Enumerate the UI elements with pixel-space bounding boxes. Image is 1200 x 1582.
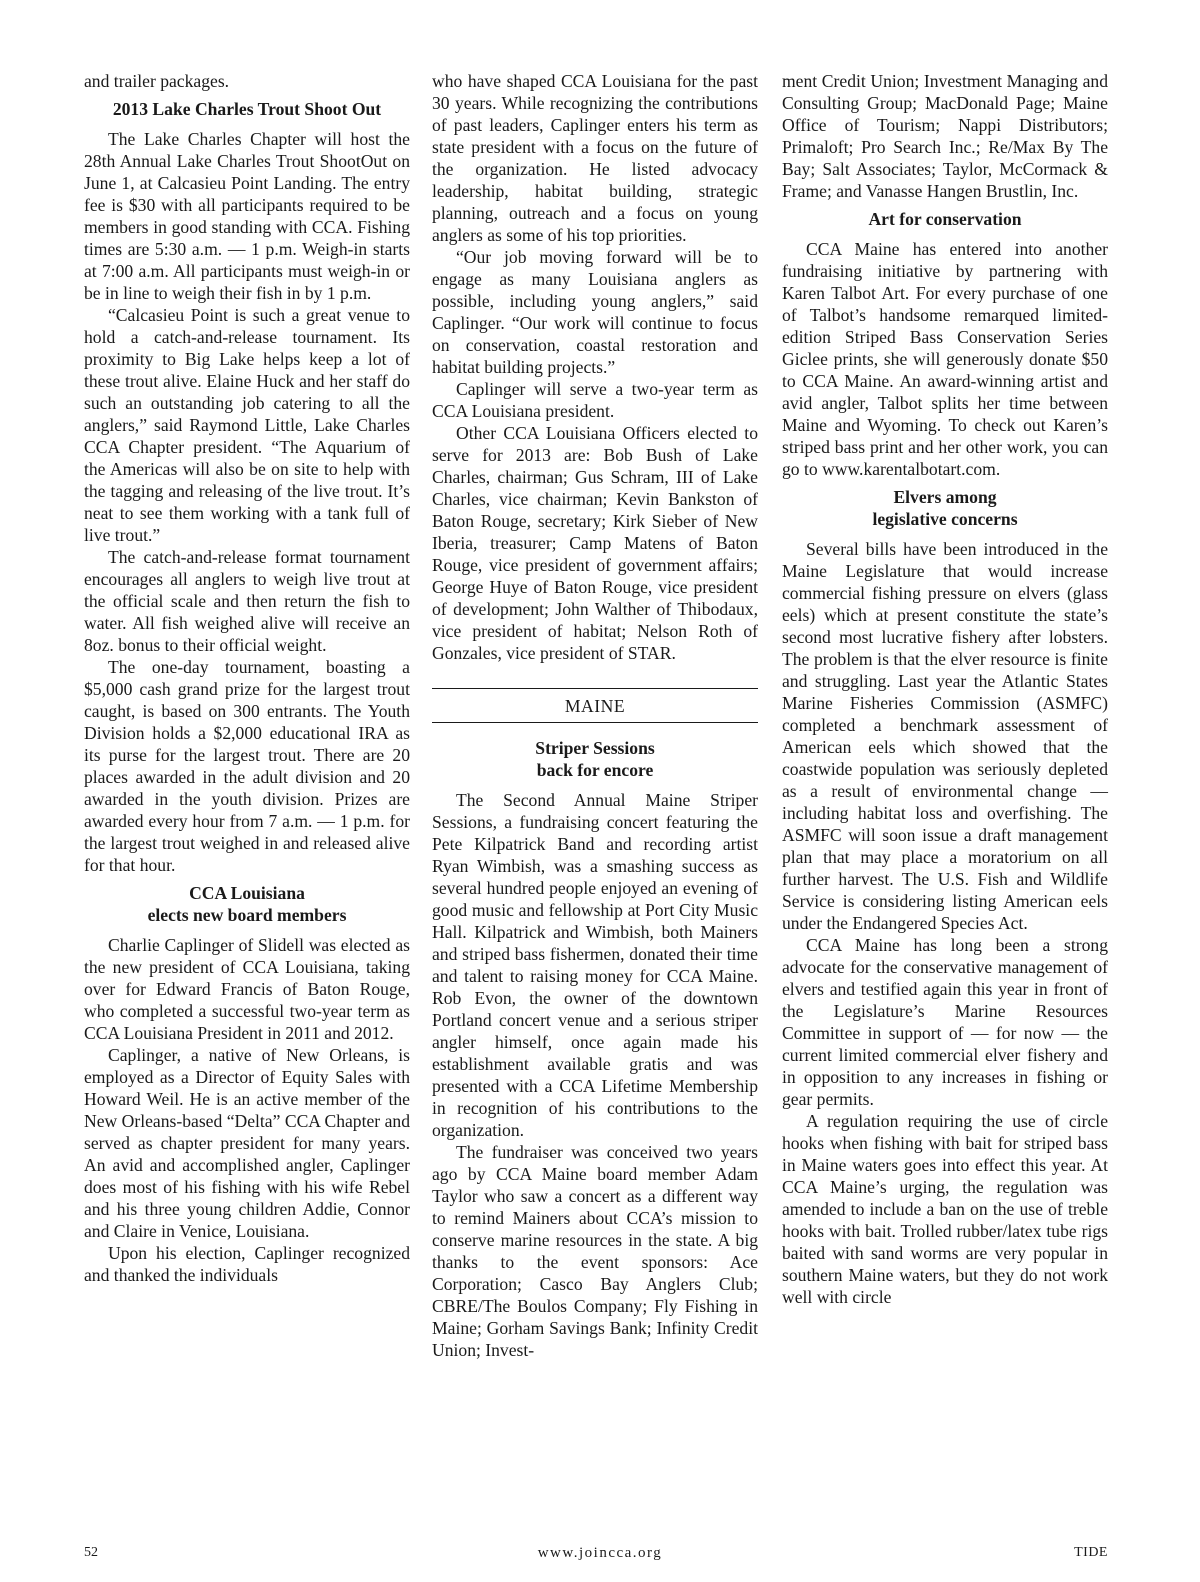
lead-fragment: and trailer packages. bbox=[84, 71, 230, 91]
striper-heading-line1: Striper Sessions bbox=[535, 738, 655, 758]
striper-paragraph: The fundraiser was conceived two years ago by CCA Maine board member Adam Taylor who saw a concert as a different way to remind Mainers about CCA’s mission to conserve marine resources in the state. A big thanks to the event sponsors: Ace Corporation; Casco Bay Anglers Club; CBRE/The Boulos Company; Fly Fishing in Maine; Gorham Savings Bank; Infinity Credit Union; Invest- bbox=[432, 1142, 758, 1360]
board-heading bbox=[84, 882, 410, 926]
page-number: 52 bbox=[84, 1545, 98, 1560]
striper-paragraph: The Second Annual Maine Striper Sessions, a fundraising concert featuring the Pete Kilpatrick Band and recording artist Ryan Wimbish, was a smashing success as several hundred people enjoyed an evening of good music and fellowship at Port City Music Hall. Kilpatrick and Wimbish, both Mainers and striped bass fishermen, donated their time and talent to raising money for CCA Maine. Rob Evon, the owner of the downtown Portland concert venue and a serious striper angler himself, once again made his establishment available gratis and was presented with a CCA Lifetime Membership in recognition of his contributions to the organization. bbox=[432, 790, 758, 1140]
board-paragraph-continued: who have shaped CCA Louisiana for the past 30 years. While recognizing the contributions of past leaders, Caplinger enters his term as state president with a focus on the future of the organization. He listed advocacy leadership, habitat building, strategic planning, outreach and a focus on young anglers as some of his top priorities. bbox=[432, 71, 758, 245]
art-paragraph: CCA Maine has entered into another fundraising initiative by partnering with Karen Talbot Art. For every purchase of one of Talbot’s handsome remarqued limited-edition Striped Bass Conservation Series Giclee prints, she will generously donate $50 to CCA Maine. An award-winning artist and avid angler, Talbot splits her time between Maine and Wyoming. To check out Karen’s striped bass print and her other work, you can go to www.karentalbotart.com. bbox=[782, 239, 1108, 479]
trout-paragraph: The catch-and-release format tournament encourages all anglers to weigh live trout at the official scale and then return the fish to water. All fish weighed alive will receive an 8oz. bonus to their official weight. bbox=[84, 547, 410, 655]
art-heading: Art for conservation bbox=[868, 209, 1022, 229]
elvers-heading bbox=[782, 486, 1108, 530]
trout-paragraph: The one-day tournament, boasting a $5,000 cash grand prize for the largest trout caught, is based on 300 entrants. The Youth Division holds a $2,000 educational IRA as its purse for the largest trout. There are 20 places awarded in the adult division and 20 awarded in the youth division. Prizes are awarded every hour from 7 a.m. — 1 p.m. for the largest trout weighed in and released alive for that hour. bbox=[84, 657, 410, 875]
column-3 bbox=[782, 70, 1108, 1308]
sponsor-continuation: ment Credit Union; Investment Managing and Consulting Group; MacDonald Page; Maine Office of Tourism; Nappi Distributors; Primaloft; Pro Search Inc.; Re/Max By The Bay; Salt Associates; Taylor, McCormack & Frame; and Vanasse Hangen Brustlin, Inc. bbox=[782, 71, 1108, 201]
column-1 bbox=[84, 70, 410, 1286]
elvers-paragraph: A regulation requiring the use of circle hooks when fishing with bait for striped bass in Maine waters goes into effect this year. At CCA Maine’s urging, the regulation was amended to include a ban on the use of treble hooks with bait. Trolled rubber/latex tube rigs baited with sand worms are very popular in southern Maine waters, but they do not work well with circle bbox=[782, 1111, 1108, 1307]
striper-heading-line2: back for encore bbox=[536, 760, 654, 780]
board-paragraph: Caplinger will serve a two-year term as CCA Louisiana president. bbox=[432, 379, 758, 421]
board-paragraph: Caplinger, a native of New Orleans, is employed as a Director of Equity Sales with Howard Weil. He is an active member of the New Orleans-based “Delta” CCA Chapter and served as chapter president for many years. An avid and accomplished angler, Caplinger does most of his fishing with his wife Rebel and his three young children Addie, Connor and Claire in Venice, Louisiana. bbox=[84, 1045, 410, 1241]
board-paragraph: Upon his election, Caplinger recognized and thanked the individuals bbox=[84, 1243, 410, 1285]
board-heading-line2: elects new board members bbox=[147, 905, 347, 925]
trout-paragraph: The Lake Charles Chapter will host the 28th Annual Lake Charles Trout ShootOut on June 1, at Calcasieu Point Landing. The entry fee is $30 with all participants required to be members in good standing with CCA. Fishing times are 5:30 a.m. — 1 p.m. Weigh-in starts at 7:00 a.m. All participants must weigh-in or be in line to weigh their fish in by 1 p.m. bbox=[84, 129, 410, 303]
magazine-name: TIDE bbox=[1074, 1545, 1108, 1560]
elvers-heading-line2: legislative concerns bbox=[872, 509, 1018, 529]
board-heading-line1: CCA Louisiana bbox=[189, 883, 305, 903]
board-paragraph: “Our job moving forward will be to engage as many Louisiana anglers as possible, including young anglers,” said Caplinger. “Our work will continue to focus on conservation, coastal restoration and habitat building projects.” bbox=[432, 247, 758, 377]
website-url: www.joincca.org bbox=[537, 1545, 663, 1561]
maine-section-banner: MAINE bbox=[432, 688, 758, 723]
striper-sessions-heading bbox=[432, 737, 758, 781]
board-paragraph: Other CCA Louisiana Officers elected to serve for 2013 are: Bob Bush of Lake Charles, chairman; Gus Schram, III of Lake Charles, vice chairman; Kevin Bankston of Baton Rouge, secretary; Kirk Sieber of New Iberia, treasurer; Camp Matens of Baton Rouge, vice president of government affairs; George Huye of Baton Rouge, vice president of development; John Walther of Thibodaux, vice president of habitat; Nelson Roth of Gonzales, vice president of STAR. bbox=[432, 423, 758, 663]
elvers-paragraph: Several bills have been introduced in the Maine Legislature that would increase commercial fishing pressure on elvers (glass eels) which at present constitute the state’s second most lucrative fishery after lobsters. The problem is that the elver resource is finite and struggling. Last year the Atlantic States Marine Fisheries Commission (ASMFC) completed a benchmark assessment of American eels which showed that the coastwide population was seriously depleted as a result of environmental change — including habitat loss and overfishing. The ASMFC will soon issue a draft management plan that may place a moratorium on all further harvest. The U.S. Fish and Wildlife Service is considering listing American eels under the Endangered Species Act. bbox=[782, 539, 1108, 933]
board-paragraph: Charlie Caplinger of Slidell was elected as the new president of CCA Louisiana, taking over for Edward Francis of Baton Rouge, who completed a successful two-year term as CCA Louisiana President in 2011 and 2012. bbox=[84, 935, 410, 1043]
column-2 bbox=[432, 70, 758, 1361]
trout-shootout-heading: 2013 Lake Charles Trout Shoot Out bbox=[112, 99, 382, 119]
trout-paragraph: “Calcasieu Point is such a great venue to hold a catch-and-release tournament. Its proximity to Big Lake helps keep a lot of these trout alive. Elaine Huck and her staff do such an outstanding job catering to all the anglers,” said Raymond Little, Lake Charles CCA Chapter president. “The Aquarium of the Americas will also be on site to help with the tagging and releasing of the live trout. It’s neat to see them working with a tank full of live trout.” bbox=[84, 305, 410, 545]
elvers-heading-line1: Elvers among bbox=[893, 487, 997, 507]
elvers-paragraph: CCA Maine has long been a strong advocate for the conservative management of elvers and testified again this year in front of the Legislature’s Marine Resources Committee in support of — for now — the current limited commercial elver fishery and in opposition to any increases in fishing or gear permits. bbox=[782, 935, 1108, 1109]
